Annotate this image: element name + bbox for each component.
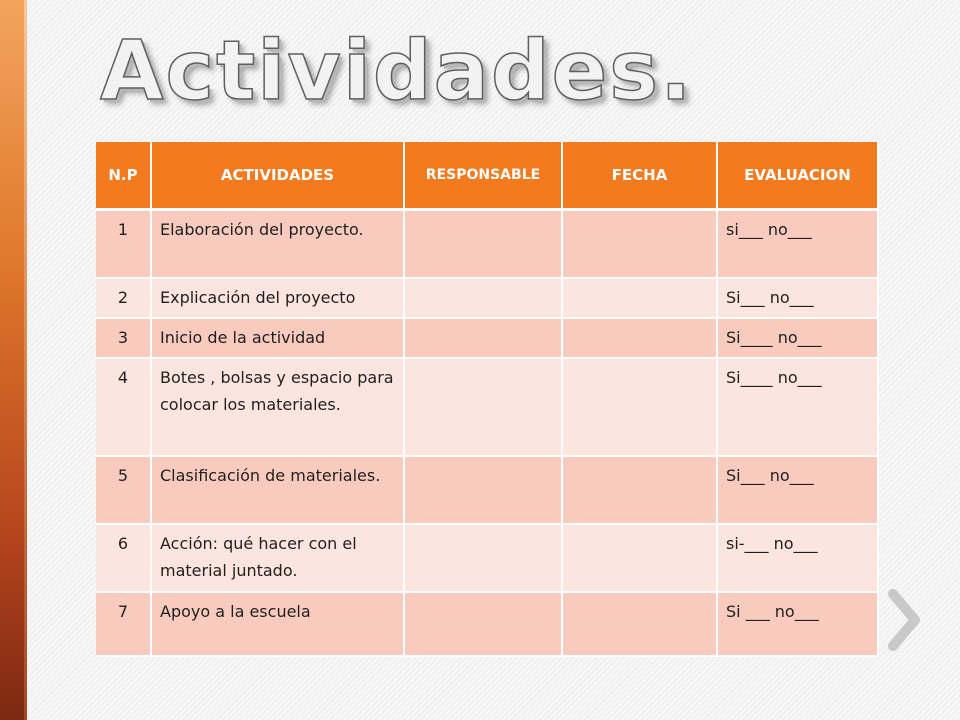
row-number: 7	[96, 592, 151, 656]
row-date	[562, 592, 717, 656]
header-evaluacion: EVALUACION	[717, 142, 878, 210]
row-responsible	[404, 592, 562, 656]
accent-side-bar-edge	[24, 0, 27, 720]
row-date	[562, 278, 717, 318]
activities-table-container	[96, 142, 878, 657]
header-np: N.P	[96, 142, 151, 210]
header-actividades: ACTIVIDADES	[151, 142, 404, 210]
row-date	[562, 456, 717, 524]
header-responsable: RESPONSABLE	[404, 142, 562, 210]
row-evaluation: si-___ no___	[717, 524, 878, 592]
row-evaluation: Si___ no___	[717, 456, 878, 524]
row-responsible	[404, 278, 562, 318]
row-activity: Elaboración del proyecto.	[151, 210, 404, 279]
row-responsible	[404, 456, 562, 524]
chevron-right-icon	[884, 588, 924, 652]
table-row	[96, 318, 878, 358]
table-row	[96, 278, 878, 318]
row-activity: Apoyo a la escuela	[151, 592, 404, 656]
row-activity: Inicio de la actividad	[151, 318, 404, 358]
row-activity: Botes , bolsas y espacio para colocar los materiales.	[151, 358, 404, 456]
row-evaluation: Si___ no___	[717, 278, 878, 318]
table-row	[96, 210, 878, 279]
row-number: 4	[96, 358, 151, 456]
slide-title: Actividades.	[100, 24, 694, 119]
accent-side-bar	[0, 0, 24, 720]
row-responsible	[404, 524, 562, 592]
row-date	[562, 318, 717, 358]
table-row	[96, 358, 878, 456]
row-activity: Explicación del proyecto	[151, 278, 404, 318]
row-number: 3	[96, 318, 151, 358]
row-number: 5	[96, 456, 151, 524]
row-date	[562, 210, 717, 279]
row-activity: Acción: qué hacer con el material juntado.	[151, 524, 404, 592]
table-row	[96, 524, 878, 592]
row-evaluation: Si ___ no___	[717, 592, 878, 656]
table-header-row	[96, 142, 878, 210]
row-number: 1	[96, 210, 151, 279]
row-evaluation: Si____ no___	[717, 358, 878, 456]
row-responsible	[404, 358, 562, 456]
next-slide-button[interactable]	[884, 588, 924, 652]
row-date	[562, 358, 717, 456]
row-responsible	[404, 210, 562, 279]
activities-table	[96, 142, 879, 657]
row-number: 2	[96, 278, 151, 318]
row-date	[562, 524, 717, 592]
row-activity: Clasificación de materiales.	[151, 456, 404, 524]
row-evaluation: Si____ no___	[717, 318, 878, 358]
table-row	[96, 592, 878, 656]
row-number: 6	[96, 524, 151, 592]
header-fecha: FECHA	[562, 142, 717, 210]
row-evaluation: si___ no___	[717, 210, 878, 279]
row-responsible	[404, 318, 562, 358]
table-row	[96, 456, 878, 524]
